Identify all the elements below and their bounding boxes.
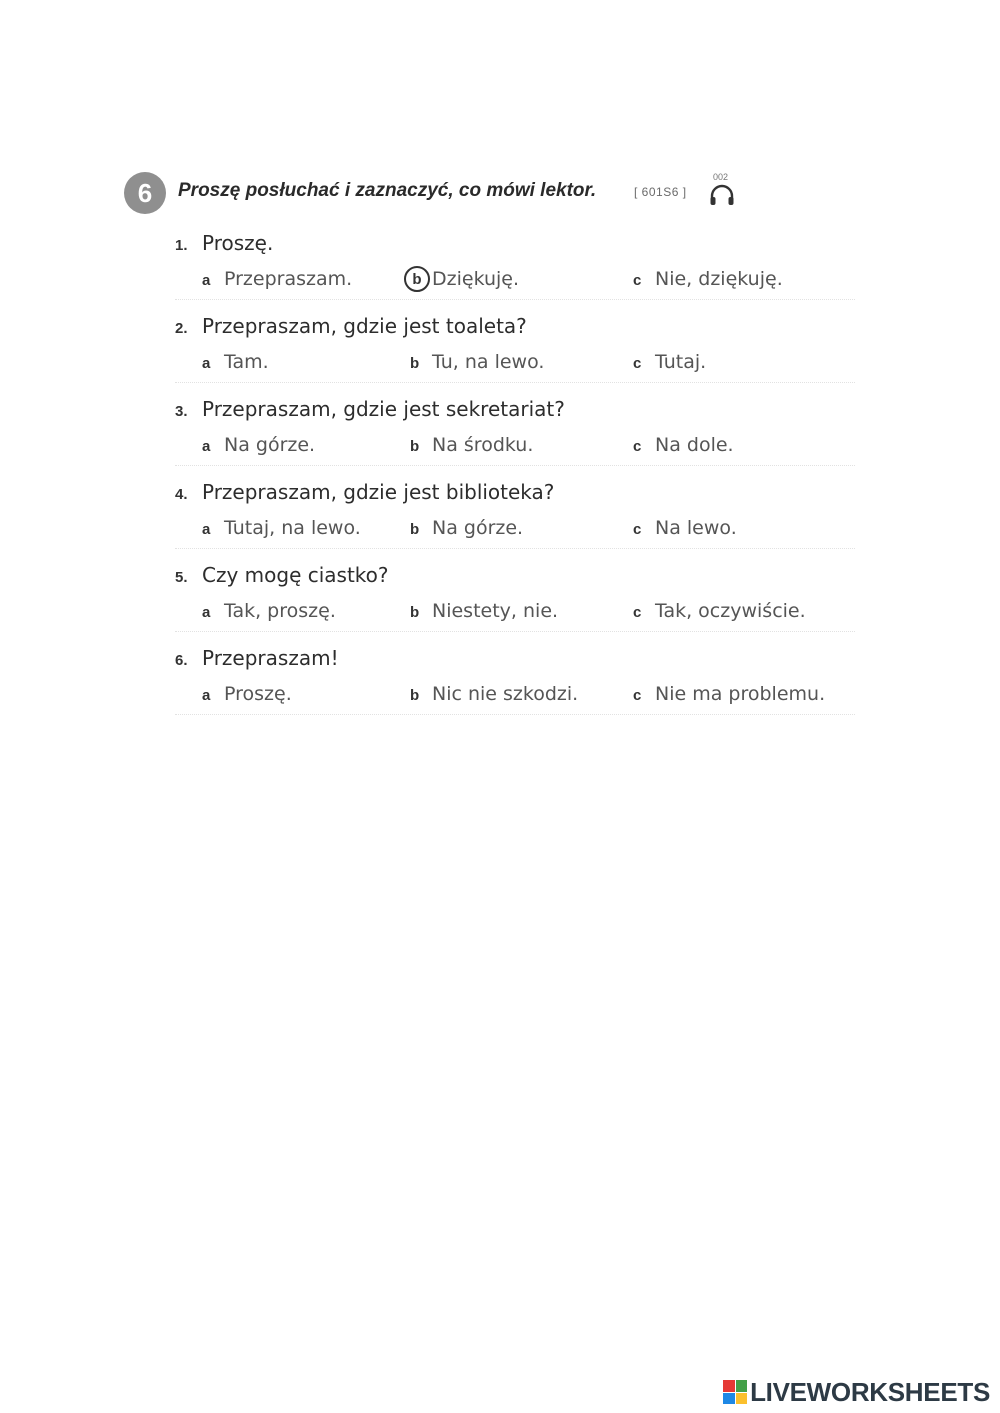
question-number: 2. <box>175 320 188 337</box>
question-line <box>175 641 339 675</box>
answer-option-b[interactable] <box>410 345 544 379</box>
option-text: Niestety, nie. <box>432 600 559 622</box>
question-divider <box>175 299 855 300</box>
option-letter[interactable]: a <box>202 604 211 621</box>
option-text: Przepraszam. <box>224 268 353 290</box>
answer-option-a[interactable] <box>202 594 336 628</box>
question-number: 4. <box>175 486 188 503</box>
option-letter[interactable]: c <box>633 355 642 372</box>
question-line <box>175 309 527 343</box>
question-item <box>175 475 865 558</box>
question-item <box>175 309 865 392</box>
question-item <box>175 641 865 724</box>
answer-option-b[interactable] <box>410 511 523 545</box>
answer-option-a[interactable] <box>202 511 361 545</box>
option-letter[interactable]: b <box>410 521 420 538</box>
answer-option-c[interactable] <box>633 428 734 462</box>
question-line <box>175 226 273 260</box>
option-letter[interactable]: a <box>202 355 211 372</box>
answer-option-c[interactable] <box>633 262 783 296</box>
question-list <box>175 226 865 724</box>
question-item <box>175 226 865 309</box>
option-letter[interactable]: c <box>633 687 642 704</box>
exercise-number-badge: 6 <box>124 172 166 214</box>
question-divider <box>175 548 855 549</box>
option-text: Dziękuję. <box>432 268 520 290</box>
option-letter[interactable]: c <box>633 438 642 455</box>
answer-option-c[interactable] <box>633 594 806 628</box>
option-text: Tutaj. <box>655 351 707 373</box>
question-divider <box>175 714 855 715</box>
question-text: Przepraszam, gdzie jest toaleta? <box>202 314 527 338</box>
option-text: Tak, oczywiście. <box>655 600 806 622</box>
answer-option-c[interactable] <box>633 677 825 711</box>
answer-option-a[interactable] <box>202 677 292 711</box>
question-number: 6. <box>175 652 188 669</box>
option-letter[interactable]: c <box>633 521 642 538</box>
question-line <box>175 392 565 426</box>
question-text: Przepraszam, gdzie jest biblioteka? <box>202 480 555 504</box>
option-letter[interactable]: b <box>410 438 420 455</box>
option-text: Na górze. <box>224 434 316 456</box>
question-number: 5. <box>175 569 188 586</box>
question-text: Przepraszam, gdzie jest sekretariat? <box>202 397 565 421</box>
option-letter[interactable]: a <box>202 438 211 455</box>
answer-option-c[interactable] <box>633 511 737 545</box>
question-number: 3. <box>175 403 188 420</box>
option-text: Na środku. <box>432 434 534 456</box>
option-text: Nic nie szkodzi. <box>432 683 579 705</box>
option-letter[interactable]: b <box>410 687 420 704</box>
question-line <box>175 475 554 509</box>
option-text: Tu, na lewo. <box>432 351 545 373</box>
option-letter[interactable]: c <box>633 604 642 621</box>
answer-option-b[interactable] <box>410 594 558 628</box>
question-divider <box>175 631 855 632</box>
question-line <box>175 558 389 592</box>
question-item <box>175 392 865 475</box>
question-number: 1. <box>175 237 188 254</box>
option-text: Na dole. <box>655 434 734 456</box>
answer-options <box>202 677 862 711</box>
option-letter[interactable]: b <box>410 604 420 621</box>
option-letter[interactable]: a <box>202 272 211 289</box>
option-letter[interactable]: c <box>633 272 642 289</box>
answer-option-c[interactable] <box>633 345 706 379</box>
answer-options <box>202 428 862 462</box>
exercise-header <box>124 170 764 214</box>
option-text: Tak, proszę. <box>224 600 336 622</box>
answer-option-b[interactable] <box>410 262 519 296</box>
question-divider <box>175 382 855 383</box>
logo-text: LIVEWORKSHEETS <box>750 1376 990 1407</box>
option-text: Tam. <box>224 351 269 373</box>
option-letter[interactable]: a <box>202 521 211 538</box>
answer-options <box>202 511 862 545</box>
option-text: Nie, dziękuję. <box>655 268 783 290</box>
question-item <box>175 558 865 641</box>
headphones-icon[interactable] <box>709 184 735 206</box>
option-text: Proszę. <box>224 683 292 705</box>
option-text: Nie ma problemu. <box>655 683 826 705</box>
option-text: Tutaj, na lewo. <box>224 517 361 539</box>
exercise-instruction: Proszę posłuchać i zaznaczyć, co mówi lektor. <box>178 180 597 201</box>
question-text: Czy mogę ciastko? <box>202 563 389 587</box>
question-text: Przepraszam! <box>202 646 339 670</box>
question-text: Proszę. <box>202 231 274 255</box>
audio-track-number: 002 <box>713 172 729 182</box>
answer-option-b[interactable] <box>410 677 578 711</box>
answer-options <box>202 345 862 379</box>
answer-options <box>202 262 862 296</box>
option-letter[interactable]: a <box>202 687 211 704</box>
option-letter[interactable]: b <box>410 355 420 372</box>
option-text: Na lewo. <box>655 517 737 539</box>
exercise-code: [ 601S6 ] <box>634 185 687 199</box>
answer-option-a[interactable] <box>202 345 269 379</box>
answer-option-b[interactable] <box>410 428 533 462</box>
question-divider <box>175 465 855 466</box>
logo-mark-icon <box>723 1380 747 1404</box>
selected-option-letter[interactable]: b <box>404 266 430 292</box>
answer-options <box>202 594 862 628</box>
answer-option-a[interactable] <box>202 428 315 462</box>
option-text: Na górze. <box>432 517 524 539</box>
answer-option-a[interactable] <box>202 262 352 296</box>
liveworksheets-logo <box>723 1377 990 1407</box>
